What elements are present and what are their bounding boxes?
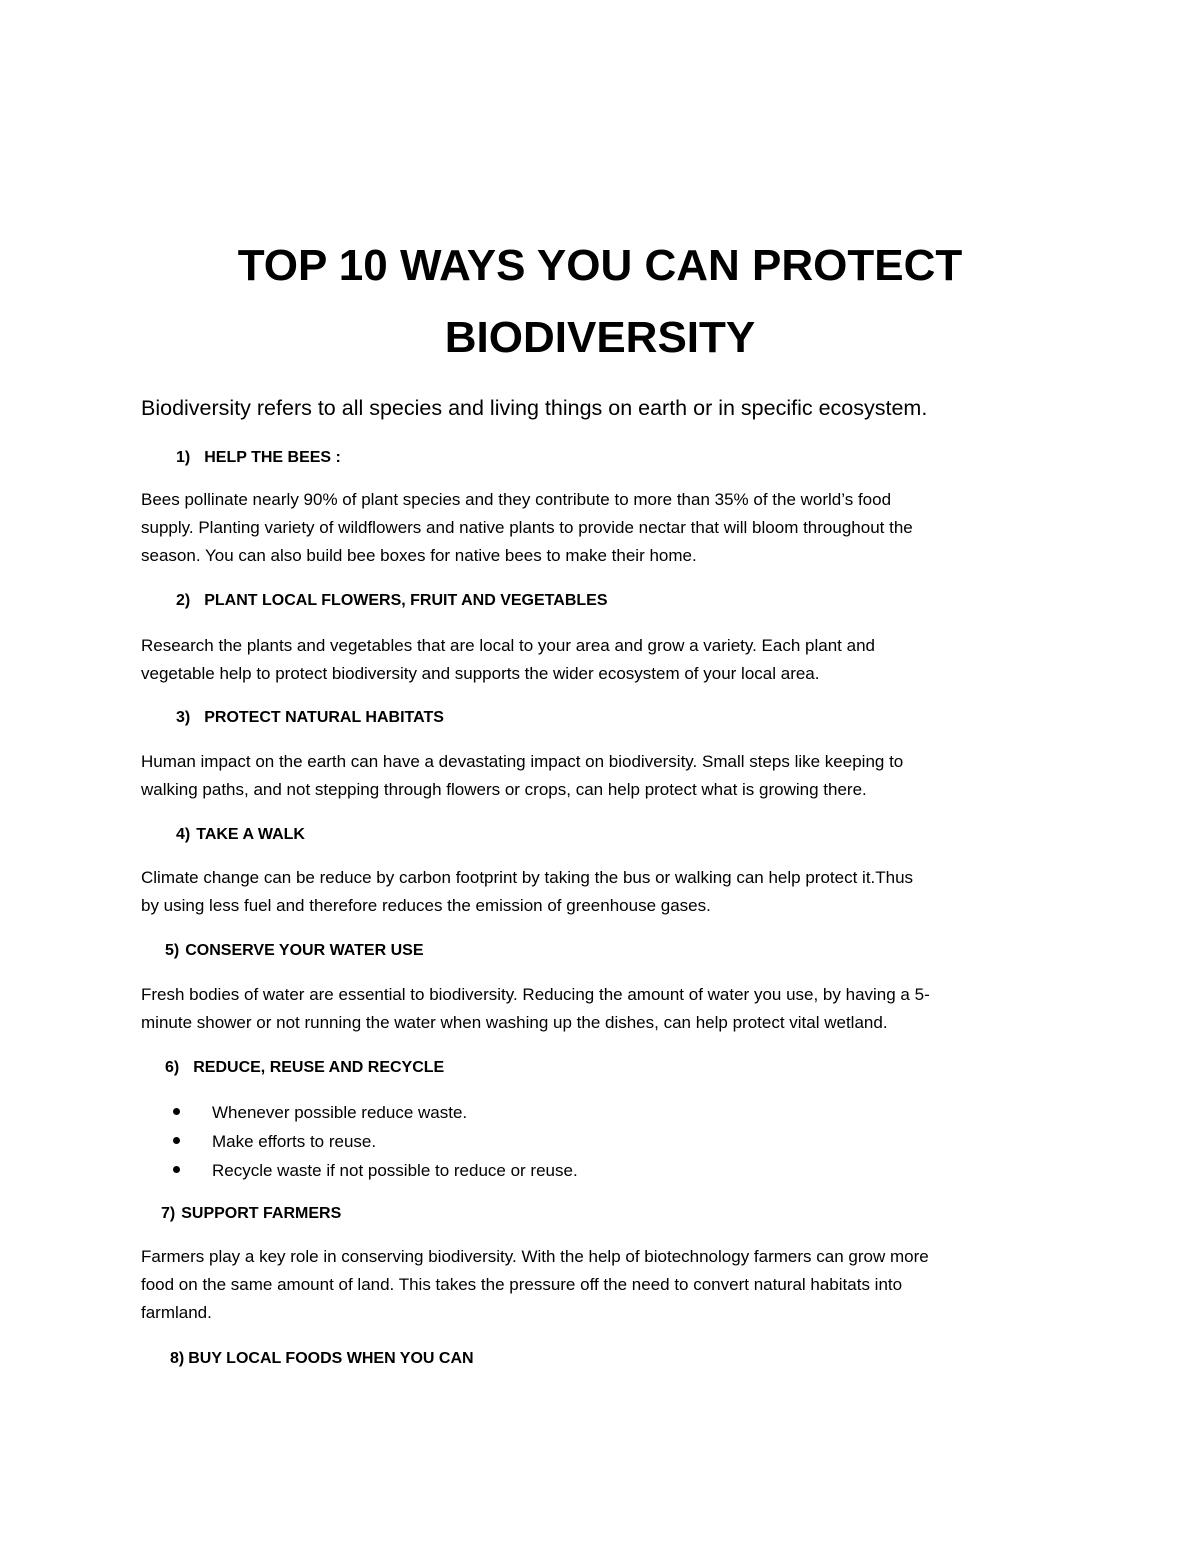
paragraph-line: Human impact on the earth can have a devastating impact on biodiversity. Small steps like keeping to	[141, 752, 904, 771]
paragraph-line: farmland.	[141, 1303, 212, 1322]
section-title: PLANT LOCAL FLOWERS, FRUIT AND VEGETABLES	[204, 592, 608, 609]
section-number: 3)	[176, 709, 191, 726]
bullet-text: Whenever possible reduce waste.	[212, 1103, 468, 1122]
section-number: 4)	[176, 826, 191, 843]
paragraph-line: walking paths, and not stepping through flowers or crops, can help protect what is growing there.	[141, 780, 867, 799]
section-number: 7)	[161, 1205, 176, 1222]
paragraph-line: Farmers play a key role in conserving biodiversity. With the help of biotechnology farmers can grow more	[141, 1247, 929, 1266]
section-title: HELP THE BEES :	[204, 449, 341, 466]
section-3-paragraph	[141, 748, 1071, 804]
list-item	[141, 1098, 578, 1127]
section-6-heading	[165, 1057, 444, 1079]
section-3-heading	[176, 707, 444, 729]
section-4-paragraph	[141, 864, 1071, 920]
section-title: PROTECT NATURAL HABITATS	[204, 709, 444, 726]
section-number: 6)	[165, 1059, 180, 1076]
section-number: 5)	[165, 942, 180, 959]
section-title: REDUCE, REUSE AND RECYCLE	[193, 1059, 445, 1076]
paragraph-line: Fresh bodies of water are essential to biodiversity. Reducing the amount of water you use, by having a 5-	[141, 985, 930, 1004]
section-title: TAKE A WALK	[196, 826, 305, 843]
section-5-paragraph	[141, 981, 1071, 1037]
paragraph-line: Climate change can be reduce by carbon footprint by taking the bus or walking can help protect it.Thus	[141, 868, 914, 887]
section-title: SUPPORT FARMERS	[181, 1205, 342, 1222]
bullet-icon	[173, 1166, 180, 1173]
bullet-icon	[173, 1137, 180, 1144]
section-number: 1)	[176, 449, 191, 466]
section-number: 8)	[170, 1350, 185, 1367]
section-1-heading	[176, 447, 341, 469]
section-5-heading	[165, 940, 424, 962]
paragraph-line: Bees pollinate nearly 90% of plant species and they contribute to more than 35% of the world’s food	[141, 490, 892, 509]
section-2-heading	[176, 590, 607, 612]
paragraph-line: minute shower or not running the water when washing up the dishes, can help protect vital wetland.	[141, 1013, 888, 1032]
bullet-icon	[173, 1108, 180, 1115]
section-number: 2)	[176, 592, 191, 609]
section-2-paragraph	[141, 632, 1071, 688]
section-4-heading	[176, 824, 305, 846]
list-item	[141, 1127, 578, 1156]
paragraph-line: season. You can also build bee boxes for native bees to make their home.	[141, 546, 697, 565]
document-title-line-1: TOP 10 WAYS YOU CAN PROTECT	[237, 241, 963, 290]
document-title-line-2: BIODIVERSITY	[444, 313, 756, 362]
section-title: CONSERVE YOUR WATER USE	[185, 942, 424, 959]
section-7-paragraph	[141, 1243, 1071, 1327]
paragraph-line: by using less fuel and therefore reduces the emission of greenhouse gases.	[141, 896, 711, 915]
list-item	[141, 1156, 578, 1185]
paragraph-line: vegetable help to protect biodiversity and supports the wider ecosystem of your local area.	[141, 664, 820, 683]
bullet-text: Make efforts to reuse.	[212, 1132, 377, 1151]
paragraph-line: food on the same amount of land. This takes the pressure off the need to convert natural habitats into	[141, 1275, 903, 1294]
section-1-paragraph	[141, 486, 1071, 570]
intro-paragraph: Biodiversity refers to all species and living things on earth or in specific ecosystem.	[141, 396, 928, 420]
section-title: BUY LOCAL FOODS WHEN YOU CAN	[188, 1350, 474, 1367]
paragraph-line: Research the plants and vegetables that are local to your area and grow a variety. Each plant and	[141, 636, 875, 655]
bullet-text: Recycle waste if not possible to reduce or reuse.	[212, 1161, 578, 1180]
section-7-heading	[161, 1203, 341, 1225]
paragraph-line: supply. Planting variety of wildflowers and native plants to provide nectar that will bloom throughout the	[141, 518, 913, 537]
section-6-bullet-list	[141, 1098, 578, 1185]
section-8-heading	[161, 1348, 474, 1370]
